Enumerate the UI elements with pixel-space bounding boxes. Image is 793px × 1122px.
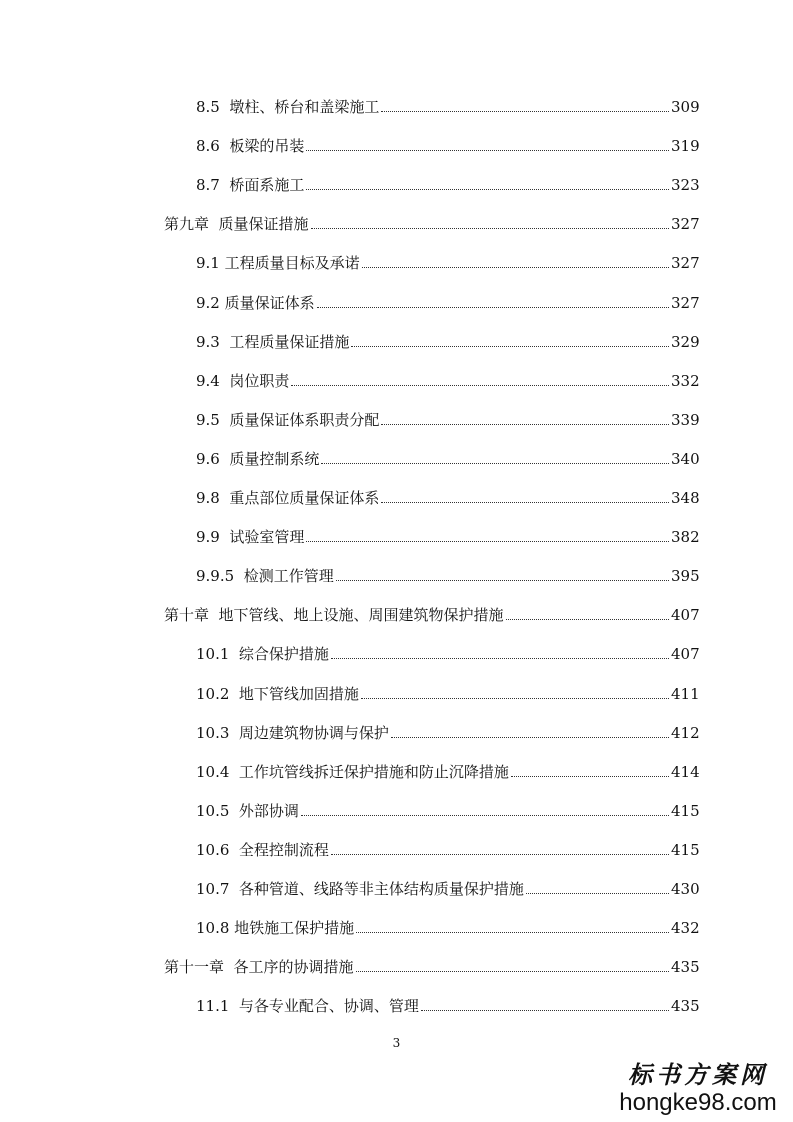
toc-entry-page: 309 [671,98,700,116]
toc-entry-title: 第九章 质量保证措施 [164,215,309,234]
toc-entry-page: 319 [671,137,700,156]
toc-entry-title: 10.2 地下管线加固措施 [196,684,359,703]
watermark-text-url: hongke98.com [619,1089,777,1116]
toc-entry-page: 435 [671,997,700,1016]
toc-entry-page: 327 [671,293,700,312]
toc-section-row[interactable] [0,405,793,429]
toc-dot-leader [506,618,669,620]
toc-entry-title: 10.8 地铁施工保护措施 [196,919,355,938]
toc-dot-leader [381,110,669,112]
toc-dot-leader [306,188,669,190]
toc-entry-page: 339 [671,410,700,429]
toc-entry-title: 9.9 试验室管理 [196,528,305,547]
toc-entry-page: 415 [671,801,700,820]
toc-section-row[interactable] [0,718,793,742]
toc-dot-leader [381,423,669,425]
toc-section-row[interactable] [0,327,793,351]
page-number: 3 [392,1036,401,1050]
toc-section-row[interactable] [0,483,793,507]
toc-entry-title: 9.3 工程质量保证措施 [196,332,350,351]
toc-dot-leader [381,501,669,503]
toc-section-row[interactable] [0,835,793,859]
toc-section-row[interactable] [0,288,793,312]
toc-dot-leader [391,736,669,738]
toc-entry-title: 10.7 各种管道、线路等非主体结构质量保护措施 [196,880,524,898]
toc-section-row[interactable] [0,248,793,272]
toc-entry-title: 10.5 外部协调 [196,801,299,820]
toc-entry-page: 415 [671,840,700,859]
toc-entry-page: 435 [671,958,700,977]
toc-entry-page: 412 [671,723,700,742]
toc-dot-leader [321,462,669,464]
toc-section-row[interactable] [0,796,793,820]
toc-entry-title: 8.7 桥面系施工 [196,176,305,195]
toc-dot-leader [421,1009,669,1011]
toc-section-row[interactable] [0,874,793,898]
toc-dot-leader [336,579,669,581]
toc-section-row[interactable] [0,170,793,194]
toc-entry-title: 8.6 板梁的吊装 [196,137,305,156]
toc-dot-leader [301,814,669,816]
toc-section-row[interactable] [0,92,793,116]
toc-entry-title: 9.1 工程质量目标及承诺 [196,254,360,273]
toc-chapter-row[interactable] [0,600,793,624]
watermark-text-cn: 标书方案网 [628,1062,768,1089]
toc-dot-leader [331,853,669,855]
toc-section-row[interactable] [0,991,793,1015]
toc-entry-page: 348 [671,489,700,507]
toc-section-row[interactable] [0,522,793,546]
toc-entry-page: 327 [671,254,700,273]
toc-dot-leader [306,149,669,151]
toc-entry-title: 11.1 与各专业配合、协调、管理 [196,997,419,1016]
toc-entry-page: 395 [671,567,700,586]
toc-entry-title: 第十一章 各工序的协调措施 [164,958,354,977]
toc-entry-page: 407 [671,645,700,664]
toc-entry-title: 9.8 重点部位质量保证体系 [196,489,380,507]
toc-entry-title: 8.5 墩柱、桥台和盖梁施工 [196,98,380,116]
toc-dot-leader [511,775,669,777]
toc-section-row[interactable] [0,757,793,781]
toc-section-row[interactable] [0,913,793,937]
toc-entry-title: 9.5 质量保证体系职责分配 [196,410,380,429]
toc-section-row[interactable] [0,366,793,390]
toc-entry-title: 9.4 岗位职责 [196,371,290,390]
toc-entry-page: 382 [671,528,700,547]
toc-dot-leader [356,970,669,972]
toc-section-row[interactable] [0,131,793,155]
toc-entry-page: 432 [671,919,700,938]
toc-section-row[interactable] [0,444,793,468]
toc-entry-page: 407 [671,606,700,625]
toc-entry-title: 第十章 地下管线、地上设施、周围建筑物保护措施 [164,606,504,625]
toc-dot-leader [351,345,669,347]
toc-entry-title: 10.3 周边建筑物协调与保护 [196,723,389,742]
toc-dot-leader [317,306,669,308]
watermark-logo [613,1055,783,1116]
toc-entry-page: 323 [671,176,700,195]
toc-dot-leader [306,540,669,542]
toc-chapter-row[interactable] [0,209,793,233]
toc-entry-page: 340 [671,449,700,468]
toc-entry-title: 10.4 工作坑管线拆迁保护措施和防止沉降措施 [196,762,509,781]
toc-entry-page: 332 [671,371,700,390]
toc-dot-leader [331,657,669,659]
toc-dot-leader [356,931,669,933]
toc-dot-leader [291,384,669,386]
toc-dot-leader [526,892,669,894]
toc-section-row[interactable] [0,561,793,585]
toc-entry-title: 9.9.5 检测工作管理 [196,567,334,586]
toc-section-row[interactable] [0,679,793,703]
toc-section-row[interactable] [0,639,793,663]
toc-dot-leader [361,697,669,699]
toc-entry-page: 414 [671,762,700,781]
toc-dot-leader [362,266,669,268]
toc-entry-title: 10.1 综合保护措施 [196,645,329,664]
toc-entry-title: 9.6 质量控制系统 [196,449,320,468]
toc-entry-page: 329 [671,332,700,351]
toc-entry-page: 327 [671,215,700,234]
toc-entry-title: 9.2 质量保证体系 [196,293,315,312]
toc-chapter-row[interactable] [0,952,793,976]
toc-entry-page: 430 [671,880,700,898]
toc-dot-leader [311,227,669,229]
toc-entry-title: 10.6 全程控制流程 [196,840,329,859]
toc-entry-page: 411 [671,684,700,703]
